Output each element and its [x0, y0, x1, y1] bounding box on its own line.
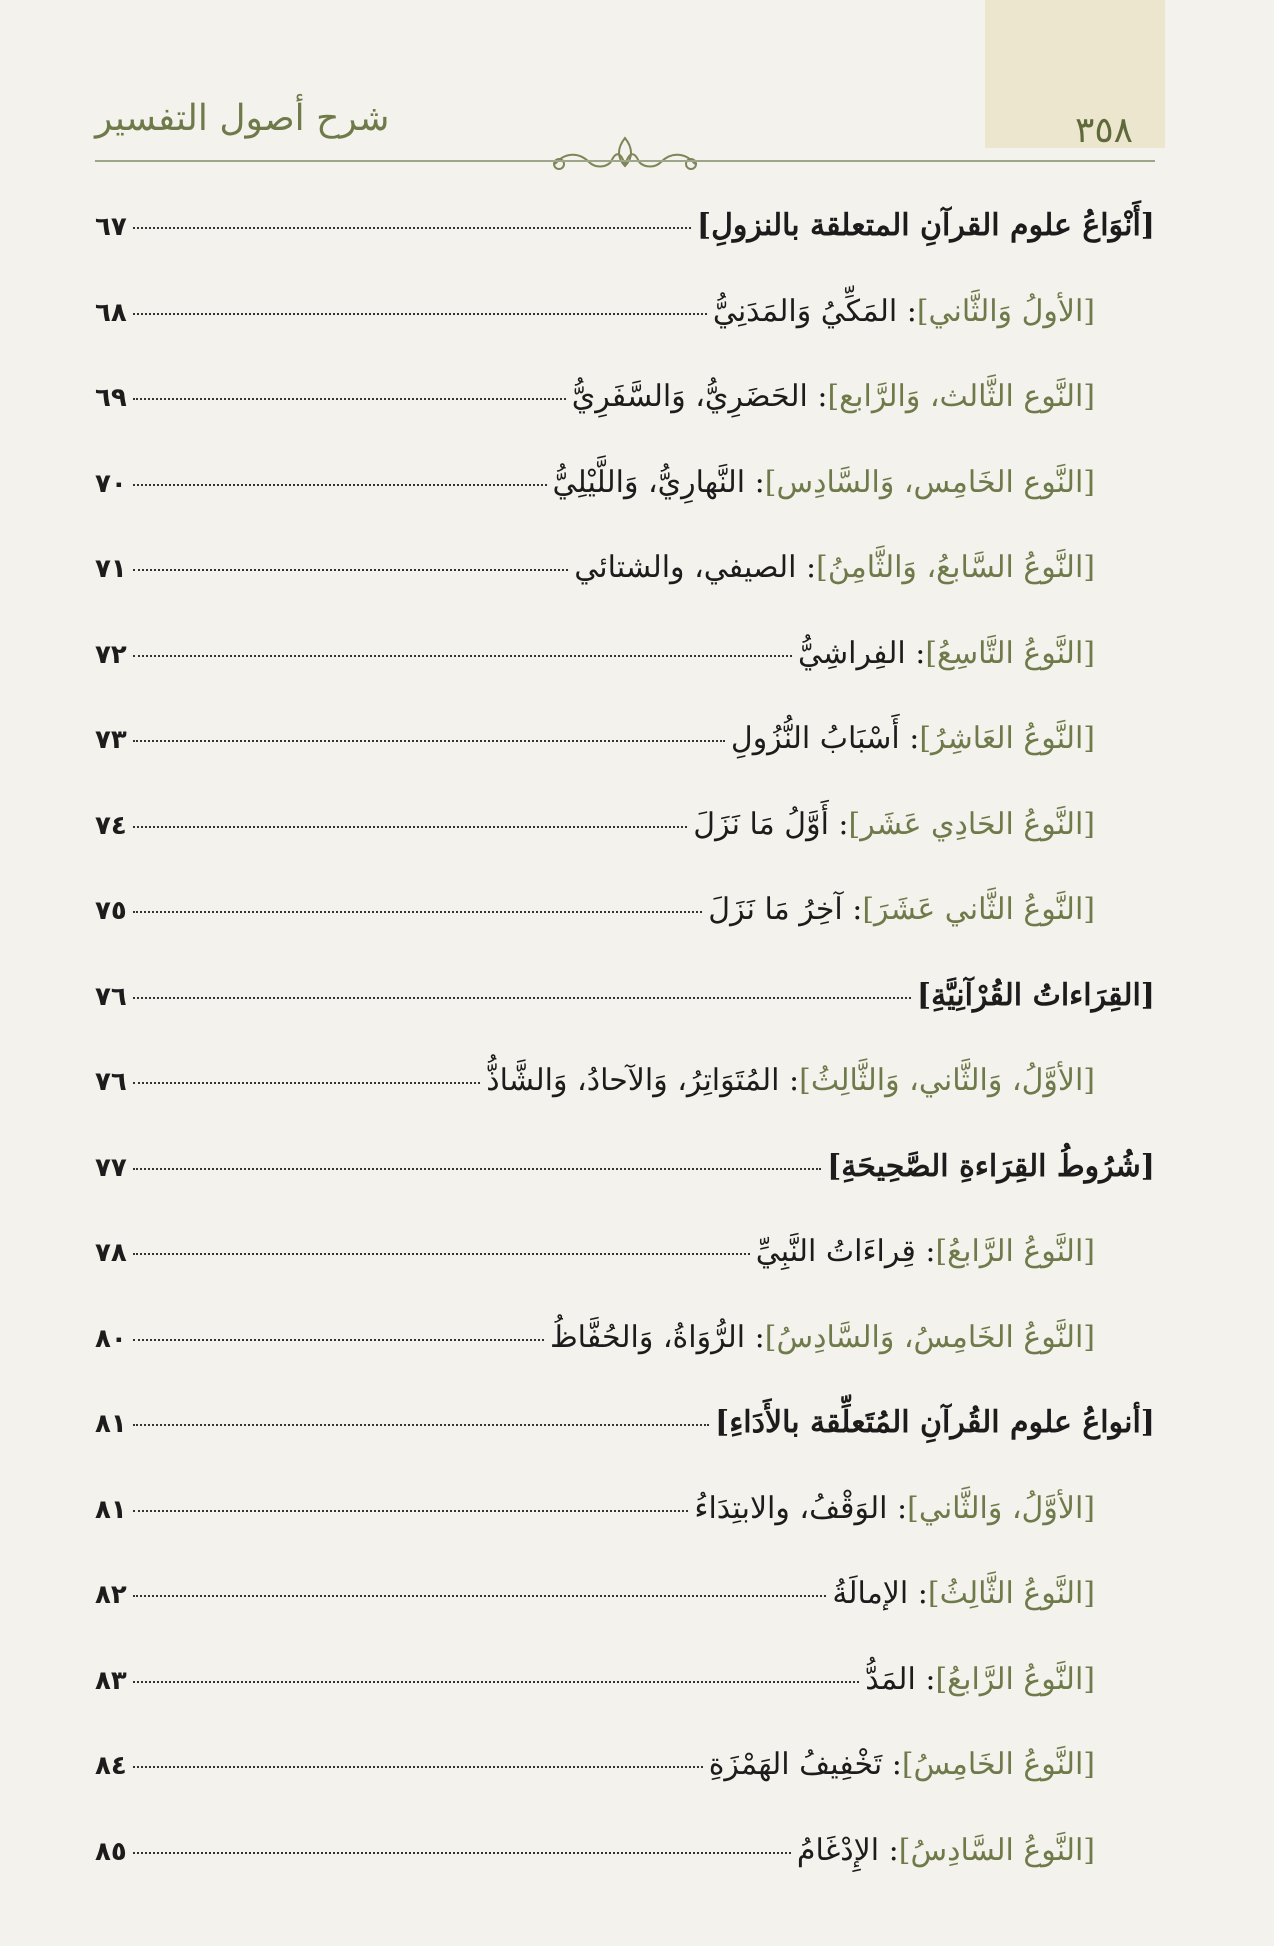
toc-entry-title — [694, 1491, 1155, 1526]
toc-entry-label: [النَّوعُ الخَامِسُ، وَالسَّادِسُ] — [764, 1319, 1095, 1355]
toc-entry-label: [الأوَّلُ، وَالثَّاني، وَالثَّالِثُ] — [799, 1063, 1095, 1098]
toc-entry-title — [798, 636, 1155, 671]
dot-leader — [133, 227, 691, 229]
toc-entry-title — [917, 978, 1155, 1013]
toc-entry — [95, 721, 1155, 807]
toc-entry — [95, 1063, 1155, 1149]
toc-entry — [95, 1833, 1155, 1919]
toc-entry-text: : المَدُّ — [865, 1661, 936, 1697]
dot-leader — [133, 1424, 709, 1426]
toc-entry-label: [أَنْوَاعُ علوم القرآنِ المتعلقة بالنزولِ] — [696, 208, 1155, 243]
toc-page-number: ٧١ — [95, 554, 127, 584]
toc-entry-label: [النَّوعُ العَاشِرُ] — [919, 721, 1095, 756]
toc-entry-label: [النَّوعُ الحَادِي عَشَر] — [848, 806, 1095, 842]
toc-entry-title — [715, 1405, 1155, 1440]
toc-entry-title — [832, 1576, 1155, 1611]
book-title: شرح أصول التفسير — [95, 98, 390, 139]
toc-entry-text: : الرُّوَاةُ، وَالحُفَّاظُ — [549, 1319, 765, 1355]
dot-leader — [133, 1681, 859, 1683]
toc-entry-title — [827, 1149, 1155, 1184]
toc-entry-title — [756, 1234, 1155, 1269]
toc-entry-text: : الإِدْغَامُ — [796, 1832, 899, 1868]
toc-entry — [95, 465, 1155, 551]
toc-page-number: ٨٤ — [95, 1751, 127, 1781]
toc-heading — [95, 1149, 1155, 1235]
dot-leader — [133, 1766, 703, 1768]
toc-entry-title — [731, 721, 1155, 756]
toc-entry — [95, 1576, 1155, 1662]
dot-leader — [133, 1510, 689, 1512]
toc-entry-label: [النَّوعُ التَّاسِعُ] — [925, 635, 1095, 671]
toc-entry — [95, 1491, 1155, 1577]
toc-entry-title — [713, 294, 1155, 329]
toc-page-number: ٧٢ — [95, 639, 127, 670]
dot-leader — [133, 313, 707, 315]
toc-entry-label: [النَّوعُ السَّابعُ، وَالثَّامِنُ] — [816, 550, 1095, 585]
toc-entry — [95, 1662, 1155, 1748]
toc-entry — [95, 379, 1155, 465]
toc-entry-label: [النَّوع الخَامِس، وَالسَّادِس] — [764, 464, 1095, 500]
toc-entry-title — [797, 1833, 1155, 1868]
dot-leader — [133, 484, 547, 486]
toc-page-number: ٨٣ — [95, 1665, 127, 1696]
dot-leader — [133, 826, 688, 828]
toc-entry — [95, 550, 1155, 636]
toc-entry-label: [القِرَاءاتُ القُرْآنِيَّةِ] — [916, 977, 1155, 1013]
dot-leader — [133, 655, 792, 657]
toc-entry-title — [553, 465, 1155, 500]
dot-leader — [133, 1339, 544, 1341]
toc-entry-label: [النَّوع الثَّالث، وَالرَّابع] — [827, 379, 1095, 414]
toc-entry-text: : قِراءَاتُ النَّبِيِّ — [755, 1234, 936, 1269]
toc-page-number: ٧٣ — [95, 725, 127, 755]
toc-entry — [95, 892, 1155, 978]
toc-entry — [95, 636, 1155, 722]
toc-page-number: ٨١ — [95, 1494, 127, 1525]
toc-entry-label: [النَّوعُ الثَّاني عَشَرَ] — [862, 892, 1095, 927]
toc-entry-title — [697, 208, 1155, 243]
toc-entry-text: : الوَقْفُ، والابتِدَاءُ — [694, 1490, 908, 1526]
toc-entry-title — [486, 1063, 1155, 1098]
toc-entry-text: : الحَضَرِيُّ، وَالسَّفَرِيُّ — [571, 379, 828, 414]
toc-page-number: ٧٦ — [95, 981, 127, 1012]
header-ornament-icon — [545, 128, 705, 178]
toc-entry-title — [693, 807, 1155, 842]
toc-entry — [95, 1320, 1155, 1406]
dot-leader — [133, 1253, 750, 1255]
toc-entry-text: : آخِرُ مَا نَزَلَ — [708, 892, 863, 927]
toc-entry-title — [572, 379, 1155, 414]
dot-leader — [133, 911, 703, 913]
toc-page-number: ٨٥ — [95, 1836, 127, 1867]
toc-heading — [95, 1405, 1155, 1491]
toc-entry-label: [شُرُوطُ القِرَاءةِ الصَّحِيحَةِ] — [827, 1148, 1155, 1184]
toc-entry-text: : تَخْفِيفُ الهَمْزَةِ — [708, 1747, 902, 1782]
dot-leader — [133, 997, 911, 999]
toc-entry-text: : المُتَوَاتِرُ، وَالآحادُ، وَالشَّاذُّ — [486, 1063, 800, 1098]
dot-leader — [133, 1852, 791, 1854]
toc-page-number: ٨٢ — [95, 1580, 127, 1610]
toc-page-number: ٧٦ — [95, 1067, 127, 1097]
toc-entry-text: : أَسْبَابُ النُّزُولِ — [730, 721, 920, 756]
toc-heading — [95, 208, 1155, 294]
toc-entry-label: [النَّوعُ الرَّابعُ] — [935, 1661, 1095, 1697]
table-of-contents — [95, 208, 1155, 1918]
toc-entry — [95, 807, 1155, 893]
toc-entry — [95, 1234, 1155, 1320]
dot-leader — [133, 569, 569, 571]
toc-entry — [95, 1747, 1155, 1833]
toc-entry-title — [865, 1662, 1155, 1697]
toc-entry-label: [النَّوعُ الرَّابعُ] — [935, 1234, 1095, 1269]
toc-entry-title — [709, 1747, 1155, 1782]
toc-page-number: ٦٩ — [95, 383, 127, 413]
dot-leader — [133, 398, 566, 400]
toc-entry-text: : الصيفي، والشتائي — [574, 550, 817, 585]
toc-entry-text: : النَّهارِيُّ، وَاللَّيْلِيُّ — [552, 464, 765, 500]
toc-page-number: ٨٠ — [95, 1323, 127, 1354]
toc-entry-text: : الفِراشِيُّ — [798, 635, 926, 671]
toc-page-number: ٦٨ — [95, 297, 127, 328]
toc-entry-title — [708, 892, 1155, 927]
toc-page-number: ٧٤ — [95, 810, 127, 841]
toc-entry-title — [550, 1320, 1155, 1355]
toc-entry-text: : الإمالَةُ — [832, 1576, 928, 1611]
toc-entry-label: [أنواعُ علوم القُرآنِ المُتَعلِّقة بالأَدَاءِ] — [715, 1405, 1155, 1440]
running-header — [95, 88, 1155, 178]
dot-leader — [133, 740, 725, 742]
toc-entry-label: [النَّوعُ السَّادِسُ] — [898, 1832, 1095, 1868]
toc-page-number: ٧٥ — [95, 896, 127, 926]
dot-leader — [133, 1168, 821, 1170]
toc-page-number: ٧٧ — [95, 1152, 127, 1183]
dot-leader — [133, 1082, 481, 1084]
toc-entry-label: [النَّوعُ الثَّالِثُ] — [927, 1576, 1095, 1611]
toc-entry-label: [النَّوعُ الخَامِسُ] — [901, 1747, 1095, 1782]
toc-page-number: ٧٨ — [95, 1238, 127, 1268]
toc-entry-title — [574, 550, 1155, 585]
toc-heading — [95, 978, 1155, 1064]
toc-entry-label: [الأولُ وَالثَّاني] — [916, 293, 1095, 329]
toc-entry-label: [الأوَّلُ، وَالثَّاني] — [907, 1490, 1095, 1526]
dot-leader — [133, 1595, 827, 1597]
toc-entry — [95, 294, 1155, 380]
toc-page-number: ٧٠ — [95, 468, 127, 499]
toc-page-number: ٨١ — [95, 1409, 127, 1439]
toc-entry-text: : المَكِّيُ وَالمَدَنِيُّ — [712, 293, 917, 329]
page-number: ٣٥٨ — [1074, 110, 1133, 151]
toc-entry-text: : أَوَّلُ مَا نَزَلَ — [693, 806, 849, 842]
header-rule — [95, 160, 1155, 162]
toc-page-number: ٦٧ — [95, 212, 127, 242]
